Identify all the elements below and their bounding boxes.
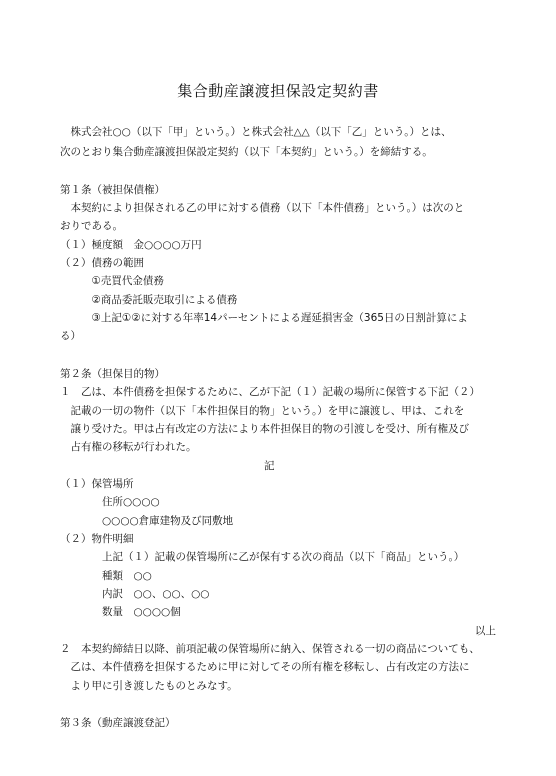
items-line: 数量 ○○○○個 — [102, 606, 181, 618]
article-2-p2-line: より甲に引き渡したものとみなす。 — [60, 680, 238, 692]
article-1-line: ①売買代金債務 — [60, 275, 164, 287]
article-2-p1-line: １ 乙は、本件債務を担保するために、乙が下記（１）記載の場所に保管する下記（２） — [60, 386, 480, 398]
storage-line: ○○○○倉庫建物及び同敷地 — [102, 515, 234, 527]
article-2-p1-line: 占有権の移転が行われた。 — [60, 441, 197, 453]
article-1-line: （１）極度額 金○○○○万円 — [60, 239, 202, 251]
ki-marker: 記 — [264, 460, 275, 472]
article-2-p1-line: 譲り受けた。甲は占有改定の方法により本件担保目的物の引渡しを受け、所有権及び — [60, 423, 470, 435]
storage-heading: （１）保管場所 — [60, 478, 134, 490]
items-line: 上記（１）記載の保管場所に乙が保有する次の商品（以下「商品」という。） — [102, 551, 465, 563]
intro-line-2: 次のとおり集合動産譲渡担保設定契約（以下「本契約」という。）を締結する。 — [60, 146, 433, 158]
article-2-p2-line: 乙は、本件債務を担保するために甲に対してその所有権を移転し、占有改定の方法に — [60, 661, 470, 673]
document-title: 集合動産譲渡担保設定契約書 — [177, 82, 379, 100]
article-1-line: 本契約により担保される乙の甲に対する債務（以下「本件債務」という。）は次のと — [60, 202, 465, 214]
article-2-p1-line: 記載の一切の物件（以下「本件担保目的物」という。）を甲に譲渡し、甲は、これを — [60, 405, 465, 417]
article-1-line: る） — [60, 330, 81, 342]
article-1-line: ③上記①②に対する年率14パーセントによる遅延損害金（365日の日割計算によ — [60, 312, 468, 324]
storage-line: 住所○○○○ — [102, 496, 160, 508]
article-1-line: おりである。 — [60, 220, 123, 232]
ijo-marker: 以上 — [475, 625, 496, 637]
article-2-heading: 第２条（担保目的物） — [60, 368, 165, 380]
article-1-line: ②商品委託販売取引による債務 — [60, 294, 238, 306]
article-1-line: （２）債務の範囲 — [60, 257, 144, 269]
items-line: 内訳 ○○、○○、○○ — [102, 588, 210, 600]
article-3-heading: 第３条（動産譲渡登記） — [60, 717, 176, 729]
article-1-heading: 第１条（被担保債権） — [60, 184, 165, 196]
article-2-p2-line: ２ 本契約締結日以降、前項記載の保管場所に納入、保管される一切の商品についても、 — [60, 643, 480, 655]
items-heading: （２）物件明細 — [60, 533, 134, 545]
items-line: 種類 ○○ — [102, 570, 152, 582]
intro-line-1: 株式会社○○（以下「甲」という。）と株式会社△△（以下「乙」という。）とは、 — [60, 126, 452, 138]
